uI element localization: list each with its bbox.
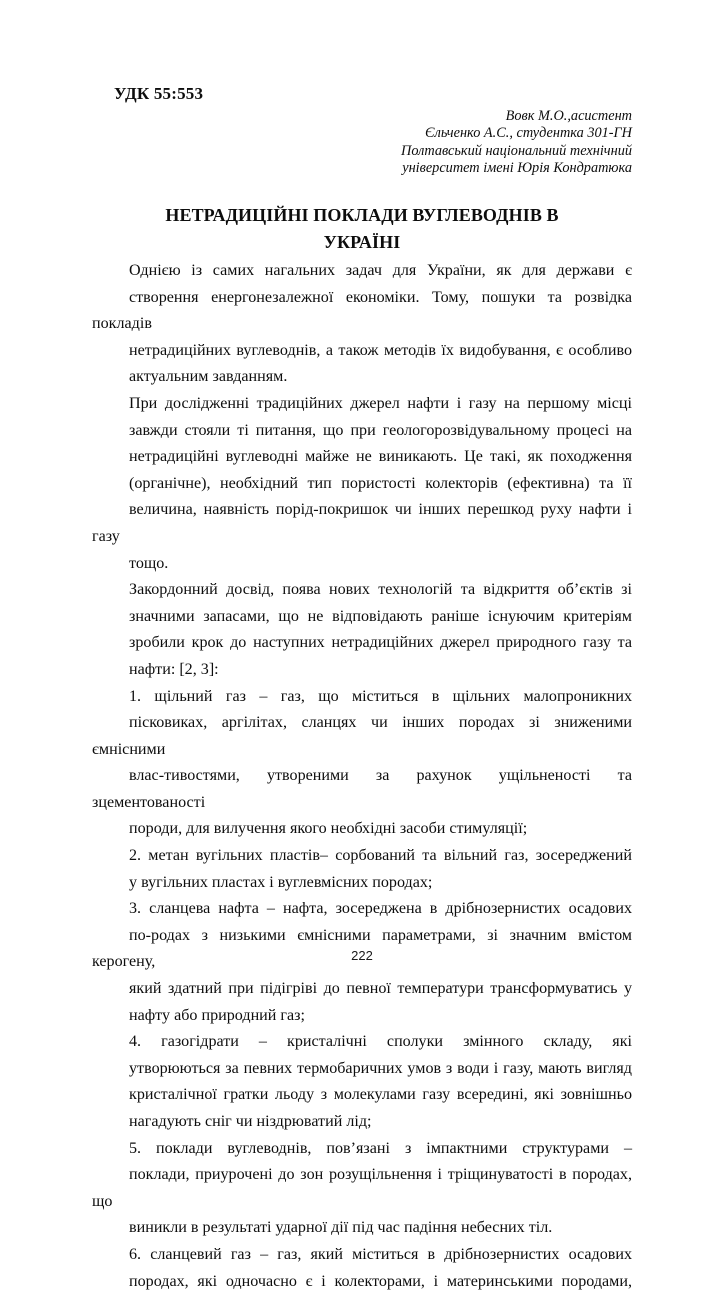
text-line: нетрадиційних вуглеводнів, а також методів їх видобування, є особливо [129, 341, 632, 359]
paragraph-traditional-sources [92, 391, 632, 577]
article-body [92, 258, 632, 1295]
text-line: 6. сланцевий газ – газ, який міститься в дрібнозернистих осадових [129, 1245, 632, 1263]
page-number: 222 [351, 948, 373, 963]
affiliation-line-2: університет імені Юрія Кондратюка [402, 160, 632, 177]
text-line: актуальним завданням. [129, 368, 288, 386]
text-line: створення енергонезалежної економіки. Тому, пошуки та розвідка покладів [92, 288, 632, 333]
article-title-line-2: УКРАЇНІ [323, 232, 401, 253]
text-line: тощо. [129, 554, 169, 572]
text-line: зробили крок до наступних нетрадиційних джерел природного газу та [129, 634, 632, 652]
text-line: 5. поклади вуглеводнів, пов’язані з імпактними структурами – [129, 1139, 632, 1157]
text-line: значними запасами, що не відповідають раніше існуючим критеріям [129, 607, 632, 625]
text-line: нафти: [2, 3]: [129, 660, 219, 678]
udk-classification-code: УДК 55:553 [114, 84, 204, 103]
text-line: нагадують сніг чи ніздрюватий лід; [129, 1113, 372, 1130]
text-line: у вугільних пластах і вуглевмісних породах; [129, 873, 433, 891]
paragraph-foreign-experience [92, 577, 632, 683]
paragraph-intro [92, 258, 632, 391]
list-item-6-shale-gas [92, 1242, 632, 1295]
text-line: завжди стояли ті питання, що при геологорозвідувальному процесі на [129, 421, 632, 439]
text-line: породи, для вилучення якого необхідні засоби стимуляції; [129, 820, 528, 838]
author-line-2: Єльченко А.С., студентка 301-ГН [425, 125, 632, 142]
article-title [92, 202, 632, 256]
text-line: який здатний при підігріві до певної температури трансформуватись у [129, 980, 632, 998]
list-item-4-gas-hydrates [92, 1029, 632, 1135]
text-line: кристалічної гратки льоду з молекулами газу всередині, які зовнішньо [129, 1086, 632, 1104]
text-line: (органічне), необхідний тип пористості колекторів (ефективна) та її [129, 474, 632, 492]
text-line: по-родах з низькими ємнісними параметрами, зі значним вмістом керогену, [92, 926, 632, 971]
article-title-line-1: НЕТРАДИЦІЙНІ ПОКЛАДИ ВУГЛЕВОДНІВ В [165, 205, 559, 226]
text-line: величина, наявність порід-покришок чи інших перешкод руху нафти і газу [92, 501, 632, 545]
text-line: породах, які одночасно є і колекторами, і материнськими породами, [129, 1272, 632, 1290]
text-line: нафту або природний газ; [129, 1006, 306, 1024]
text-line: влас-тивостями, утвореними за рахунок ущільненості та зцементованості [92, 767, 632, 811]
text-line: При дослідженні традиційних джерел нафти і газу на першому місці [129, 394, 632, 412]
list-item-5-impact-structures [92, 1136, 632, 1242]
text-line: Однією із самих нагальних задач для України, як для держави є [129, 262, 632, 279]
page-content [92, 0, 632, 1290]
text-line: 2. метан вугільних пластів– сорбований та вільний газ, зосереджений [129, 847, 632, 865]
author-affiliation-block [92, 108, 632, 178]
text-line: 4. газогідрати – кристалічні сполуки змінного складу, які [129, 1033, 632, 1051]
text-line: виникли в результаті ударної дії під час падіння небесних тіл. [129, 1219, 553, 1237]
text-line: Закордонний досвід, поява нових технологій та відкриття об’єктів зі [129, 581, 632, 599]
list-item-1-tight-gas [92, 684, 632, 844]
author-line-1: Вовк М.О.,асистент [505, 108, 632, 124]
affiliation-line-1: Полтавський національний технічний [401, 142, 632, 159]
text-line: поклади, приурочені до зон розущільнення і тріщинуватості в породах, що [92, 1166, 632, 1210]
text-line: утворюються за певних термобаричних умов з води і газу, мають вигляд [129, 1059, 632, 1077]
text-line: 1. щільний газ – газ, що міститься в щільних малопроникних [129, 687, 632, 705]
text-line: нетрадиційні вуглеводні майже не виникають. Це такі, як походження [129, 448, 632, 466]
list-item-2-coalbed-methane [92, 843, 632, 896]
text-line: 3. сланцева нафта – нафта, зосереджена в дрібнозернистих осадових [129, 900, 632, 918]
text-line: пісковиках, аргілітах, сланцях чи інших породах зі зниженими ємнісними [92, 714, 632, 758]
